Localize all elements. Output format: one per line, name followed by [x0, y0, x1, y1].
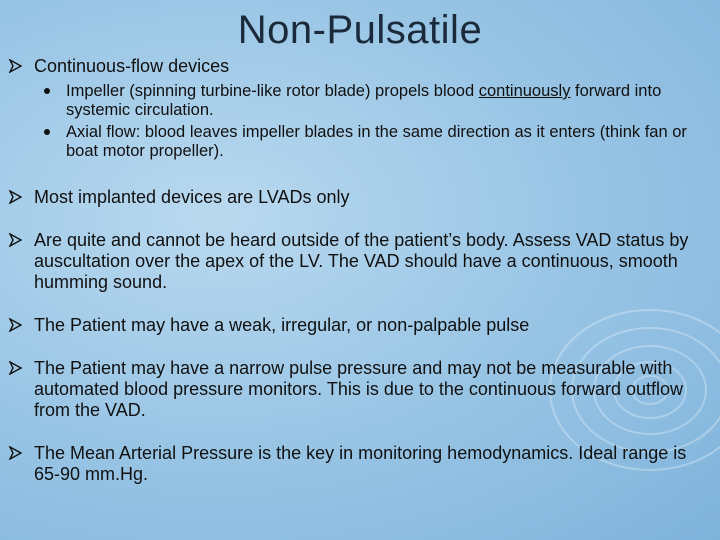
arrow-bullet-icon [8, 190, 22, 204]
bullet-item [8, 443, 708, 485]
sub-bullet-text: Axial flow: blood leaves impeller blades in the same direction as it enters (think fan or boat motor propeller). [66, 123, 687, 160]
arrow-bullet-icon [8, 361, 22, 375]
sub-bullet-emphasis: continuously [478, 82, 571, 100]
sub-bullet-item [8, 82, 708, 120]
bullet-text: The Patient may have a weak, irregular, or non-palpable pulse [34, 315, 530, 335]
bullet-item [8, 187, 708, 208]
slide-title: Non-Pulsatile [237, 8, 483, 52]
arrow-bullet-icon [8, 233, 22, 247]
arrow-bullet-icon [8, 318, 22, 332]
bullet-text: Most implanted devices are LVADs only [34, 187, 350, 207]
bullet-item [8, 358, 708, 421]
bullet-text: The Patient may have a narrow pulse pressure and may not be measurable with automated blood pressure monitors. This is due to the continuous forward outflow from the VAD. [34, 358, 684, 420]
arrow-bullet-icon [8, 59, 22, 73]
bullet-list [8, 56, 708, 485]
sub-bullet-text: Impeller (spinning turbine-like rotor blade) propels blood [66, 82, 479, 100]
bullet-item [8, 56, 708, 77]
dot-bullet-icon [44, 88, 50, 94]
bullet-item [8, 315, 708, 336]
arrow-bullet-icon [8, 446, 22, 460]
bullet-text: Are quite and cannot be heard outside of the patient’s body. Assess VAD status by auscultation over the apex of the LV. The VAD should have a continuous, smooth humming sound. [34, 230, 689, 292]
bullet-text: Continuous-flow devices [34, 56, 230, 76]
bullet-text: The Mean Arterial Pressure is the key in monitoring hemodynamics. Ideal range is 65-90 mm.Hg. [34, 443, 687, 484]
bullet-item [8, 230, 708, 293]
sub-bullet-item [8, 123, 708, 161]
dot-bullet-icon [44, 129, 50, 135]
sub-bullet-text: forward into systemic circulation. [66, 82, 662, 119]
